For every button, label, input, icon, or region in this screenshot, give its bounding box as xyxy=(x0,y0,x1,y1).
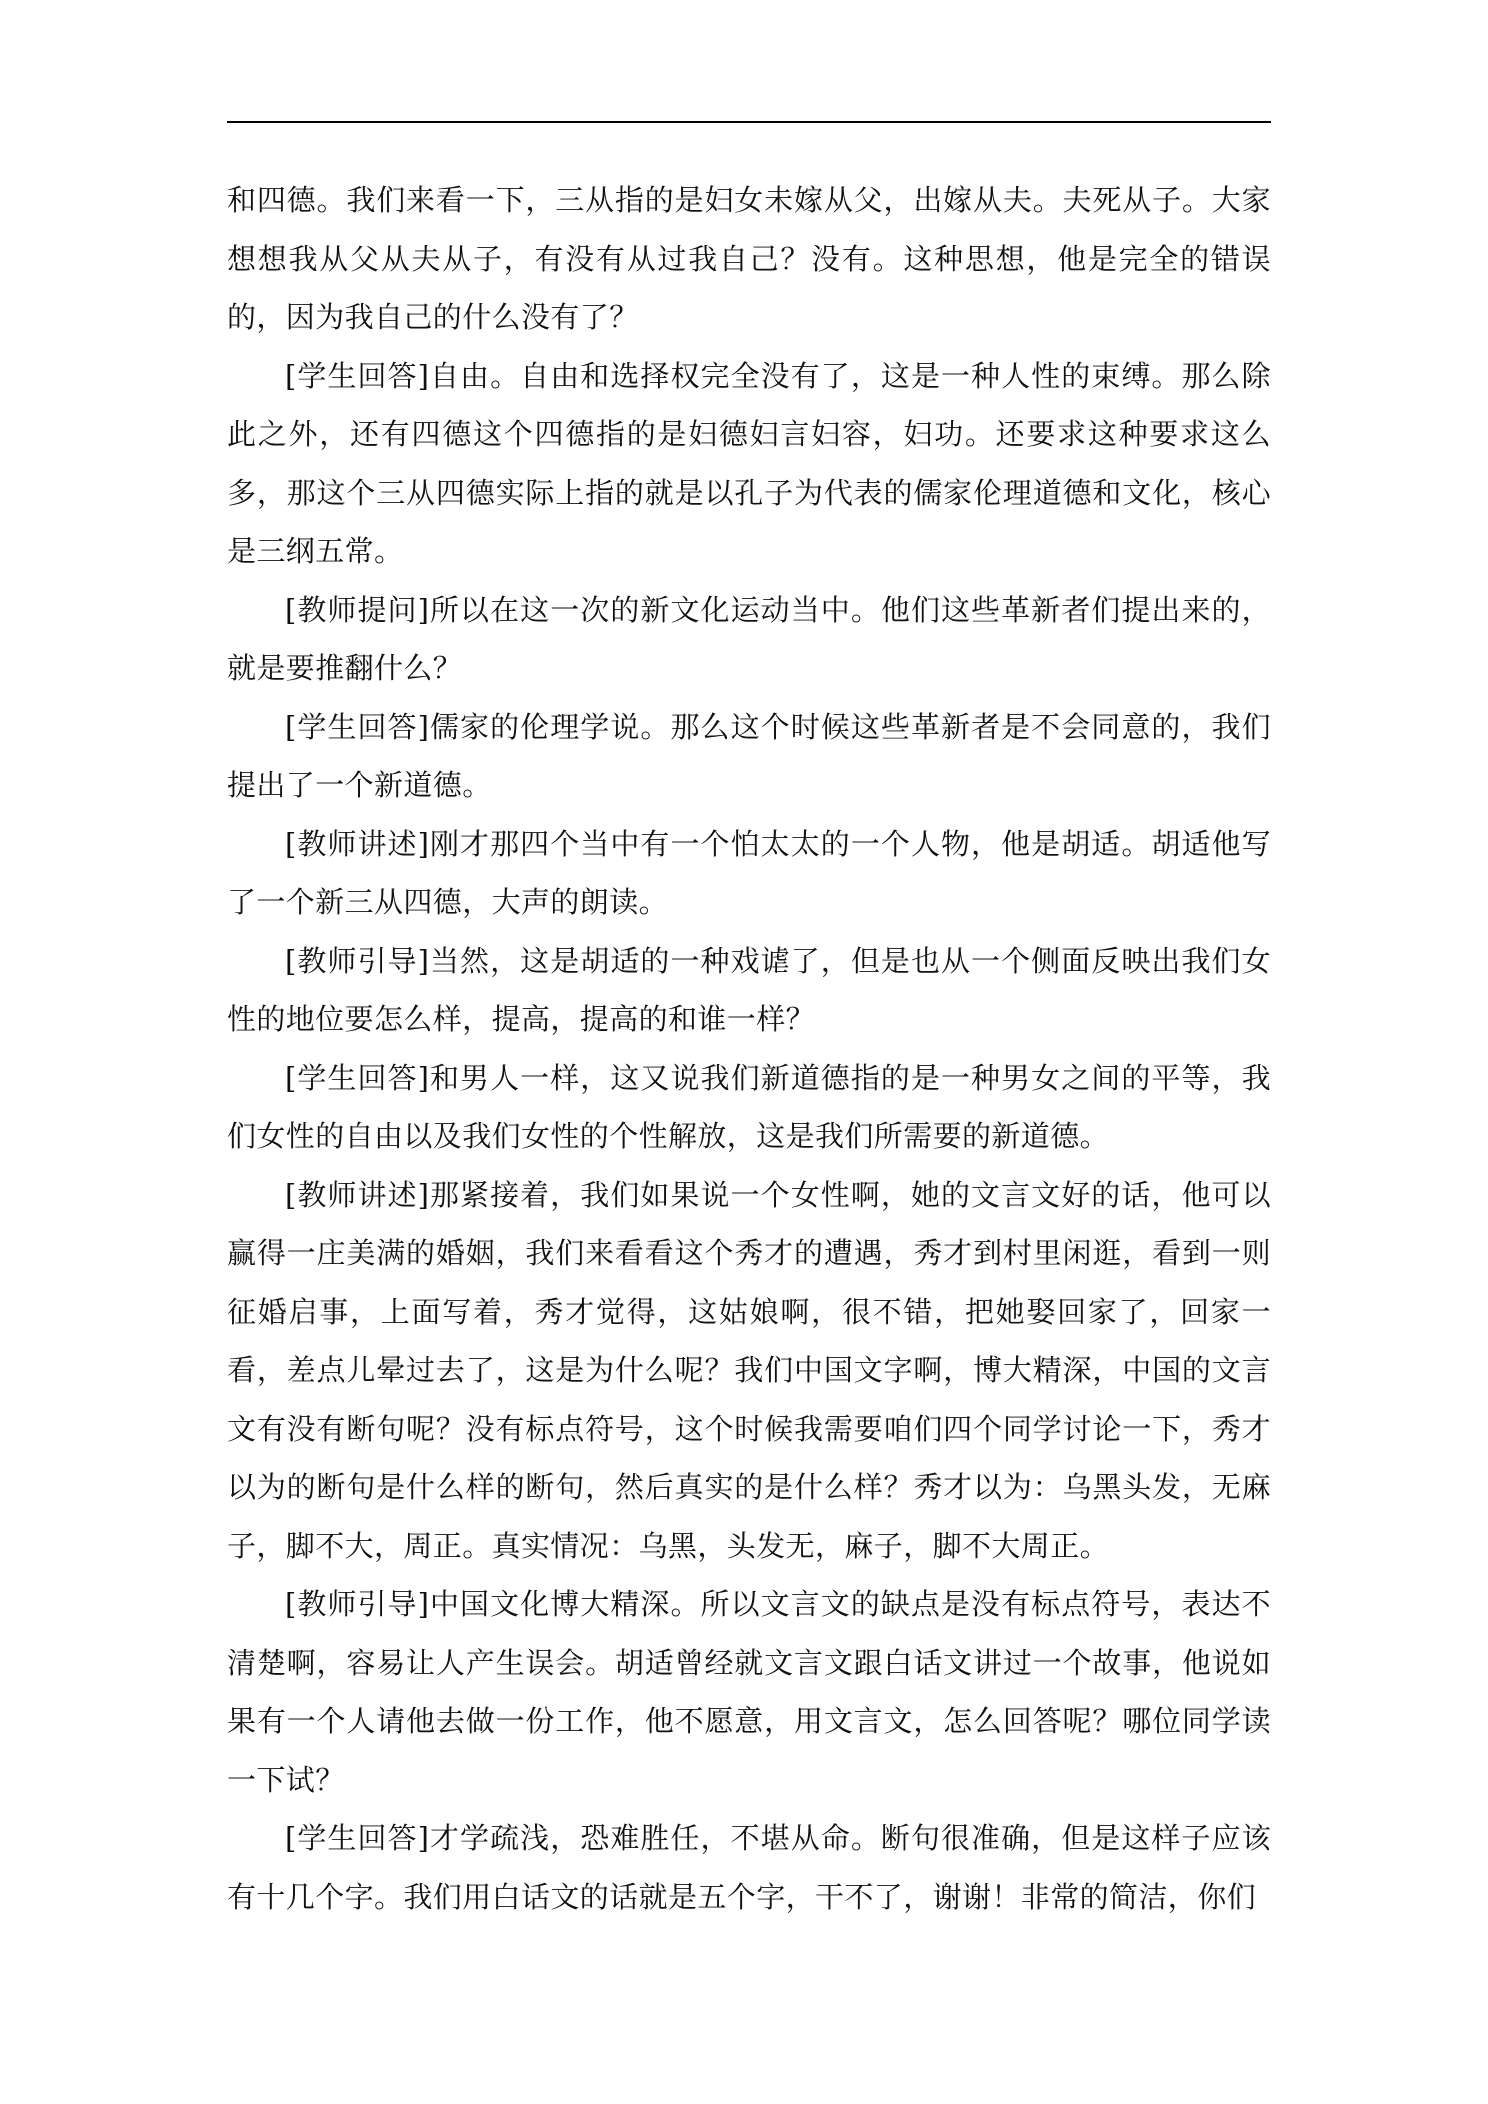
body-text xyxy=(227,171,1271,1926)
paragraph: [教师讲述]刚才那四个当中有一个怕太太的一个人物，他是胡适。胡适他写了一个新三从四德，大声的朗读。 xyxy=(227,826,1271,919)
paragraph: [教师提问]所以在这一次的新文化运动当中。他们这些革新者们提出来的，就是要推翻什么？ xyxy=(227,592,1271,685)
paragraph: [学生回答]儒家的伦理学说。那么这个时候这些革新者是不会同意的，我们提出了一个新道德。 xyxy=(227,709,1271,802)
paragraph: [教师引导]当然，这是胡适的一种戏谑了，但是也从一个侧面反映出我们女性的地位要怎么样，提高，提高的和谁一样？ xyxy=(227,943,1271,1036)
paragraph: [教师引导]中国文化博大精深。所以文言文的缺点是没有标点符号，表达不清楚啊，容易让人产生误会。胡适曾经就文言文跟白话文讲过一个故事，他说如果有一个人请他去做一份工作，他不愿意，用文言文，怎么回答呢？哪位同学读一下试？ xyxy=(227,1587,1271,1797)
paragraph: [教师讲述]那紧接着，我们如果说一个女性啊，她的文言文好的话，他可以赢得一庄美满的婚姻，我们来看看这个秀才的遭遇，秀才到村里闲逛，看到一则征婚启事，上面写着，秀才觉得，这姑娘啊，很不错，把她娶回家了，回家一看，差点儿晕过去了，这是为什么呢？我们中国文字啊，博大精深，中国的文言文有没有断句呢？没有标点符号，这个时候我需要咱们四个同学讨论一下，秀才以为的断句是什么样的断句，然后真实的是什么样？秀才以为：乌黑头发，无麻子，脚不大，周正。真实情况：乌黑，头发无，麻子，脚不大周正。 xyxy=(227,1177,1271,1563)
paragraph: 和四德。我们来看一下，三从指的是妇女未嫁从父，出嫁从夫。夫死从子。大家想想我从父从夫从子，有没有从过我自己？没有。这种思想，他是完全的错误的，因为我自己的什么没有了？ xyxy=(227,183,1271,334)
paragraph: [学生回答]自由。自由和选择权完全没有了，这是一种人性的束缚。那么除此之外，还有四德这个四德指的是妇德妇言妇容，妇功。还要求这种要求这么多，那这个三从四德实际上指的就是以孔子为代表的儒家伦理道德和文化，核心是三纲五常。 xyxy=(227,358,1271,568)
paragraph: [学生回答]才学疏浅，恐难胜任，不堪从命。断句很准确，但是这样子应该有十几个字。我们用白话文的话就是五个字，干不了，谢谢！非常的简洁，你们 xyxy=(227,1821,1271,1914)
header-rule xyxy=(227,121,1271,123)
paragraph: [学生回答]和男人一样，这又说我们新道德指的是一种男女之间的平等，我们女性的自由以及我们女性的个性解放，这是我们所需要的新道德。 xyxy=(227,1060,1271,1153)
